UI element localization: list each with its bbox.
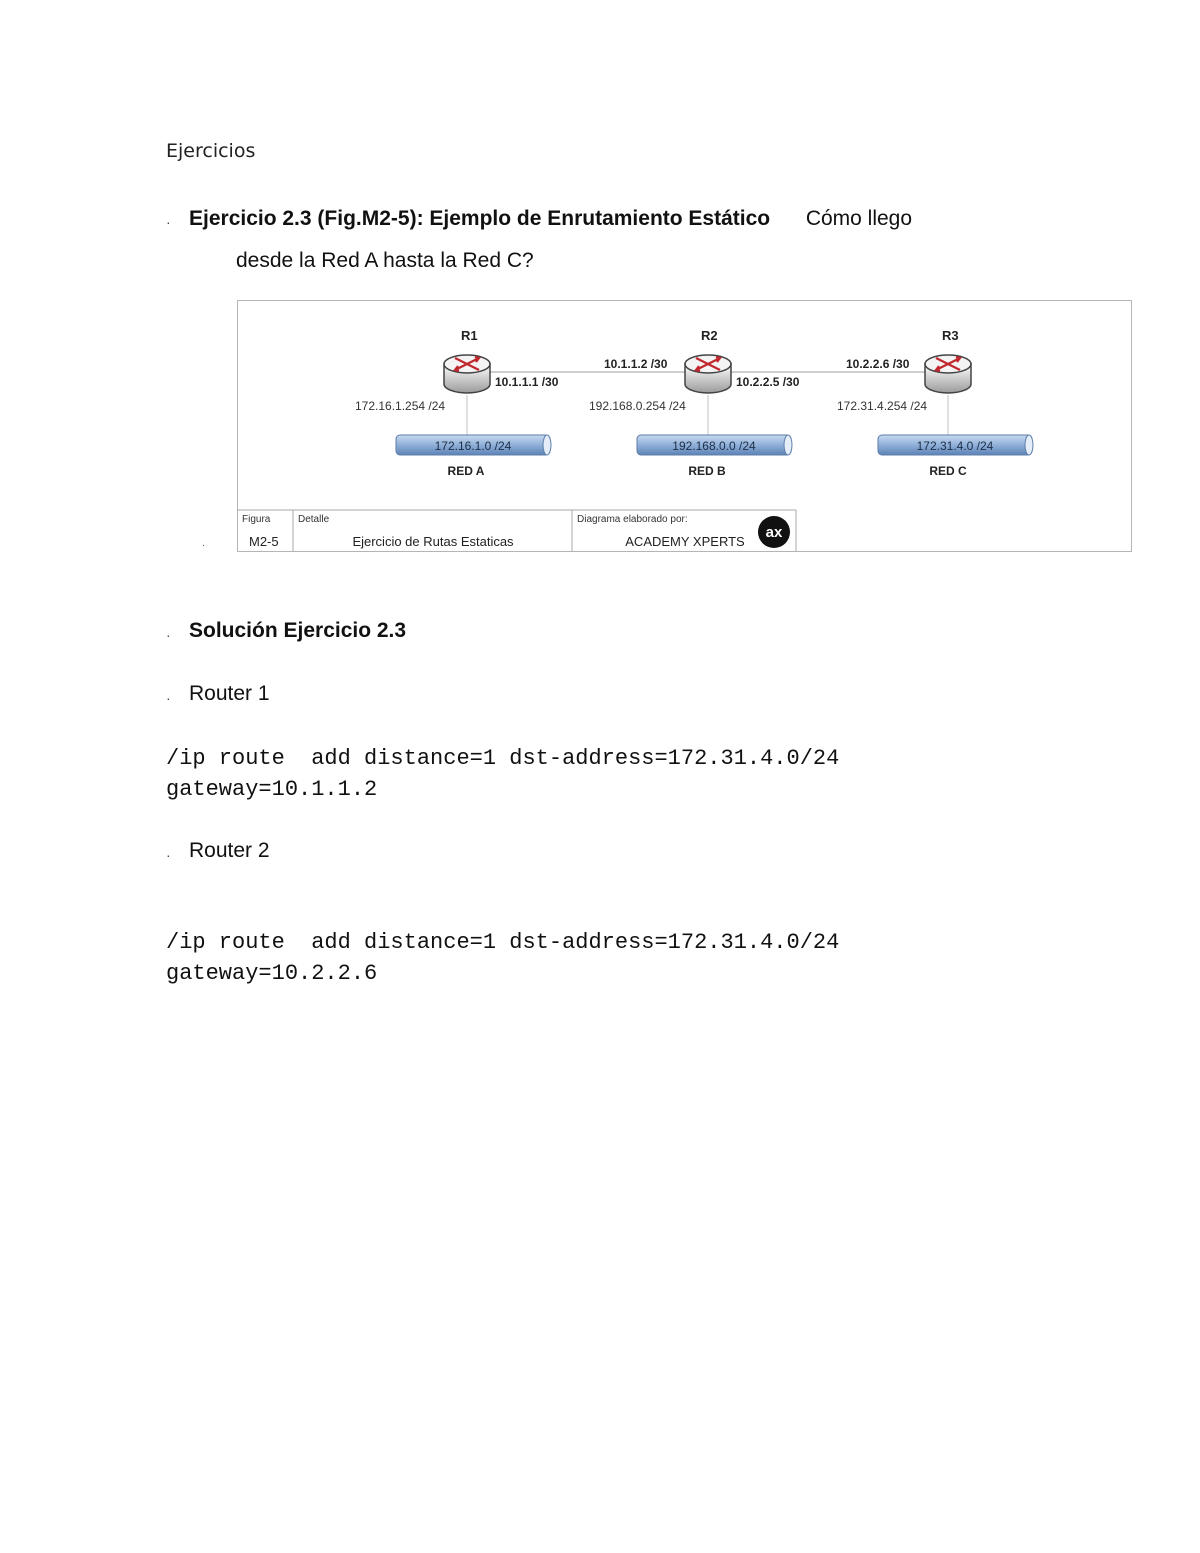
network-label-c: RED C	[929, 464, 967, 478]
link-ip-r1: 10.1.1.1 /30	[495, 375, 559, 389]
router2-command-line1: /ip route add distance=1 dst-address=172.31.4.0/24	[166, 930, 840, 955]
caption-figura-value: M2-5	[249, 534, 279, 549]
network-diagram	[237, 300, 1132, 552]
link-ip-r2-right: 10.2.2.5 /30	[736, 375, 800, 389]
lan-ip-r1: 172.16.1.254 /24	[355, 399, 446, 413]
caption-autor-header: Diagrama elaborado por:	[577, 514, 688, 525]
bullet: ·	[166, 627, 171, 643]
section-heading: Ejercicios	[166, 140, 256, 162]
router-r3	[925, 355, 971, 393]
router-r2	[685, 355, 731, 393]
exercise-question-continued: desde la Red A hasta la Red C?	[236, 249, 534, 272]
bullet: ·	[166, 214, 171, 230]
router1-command-line1: /ip route add distance=1 dst-address=172.31.4.0/24	[166, 746, 840, 771]
caption-figura-header: Figura	[242, 514, 271, 525]
exercise-statement	[189, 206, 1089, 232]
router2-command-line2: gateway=10.2.2.6	[166, 961, 378, 986]
bullet: ·	[166, 690, 171, 706]
router1-label: Router 1	[189, 682, 270, 705]
network-address-c: 172.31.4.0 /24	[916, 439, 994, 453]
router1-command	[166, 743, 839, 805]
bullet: ·	[166, 847, 171, 863]
network-label-a: RED A	[447, 464, 485, 478]
link-ip-r3: 10.2.2.6 /30	[846, 357, 910, 371]
router-name-r3: R3	[942, 328, 959, 343]
network-figure	[237, 300, 1132, 552]
network-address-a: 172.16.1.0 /24	[434, 439, 512, 453]
exercise-title: Ejercicio 2.3 (Fig.M2-5): Ejemplo de Enrutamiento Estático	[189, 207, 771, 230]
solution-title: Solución Ejercicio 2.3	[189, 619, 407, 642]
lan-ip-r2: 192.168.0.254 /24	[589, 399, 686, 413]
bullet: ·	[202, 540, 206, 551]
link-ip-r2-left: 10.1.1.2 /30	[604, 357, 668, 371]
caption-autor-value: ACADEMY XPERTS	[625, 534, 745, 549]
network-label-b: RED B	[688, 464, 726, 478]
caption-detalle-header: Detalle	[298, 514, 330, 525]
network-address-b: 192.168.0.0 /24	[672, 439, 756, 453]
academy-xperts-logo	[758, 516, 790, 548]
router2-command	[166, 927, 839, 989]
lan-ip-r3: 172.31.4.254 /24	[837, 399, 928, 413]
router-r1	[444, 355, 490, 393]
router2-label: Router 2	[189, 839, 270, 862]
router-name-r1: R1	[461, 328, 478, 343]
router1-command-line2: gateway=10.1.1.2	[166, 777, 378, 802]
logo-text: ax	[765, 524, 783, 541]
router-name-r2: R2	[701, 328, 718, 343]
exercise-question: Cómo llego	[805, 207, 913, 230]
caption-detalle-value: Ejercicio de Rutas Estaticas	[352, 534, 514, 549]
